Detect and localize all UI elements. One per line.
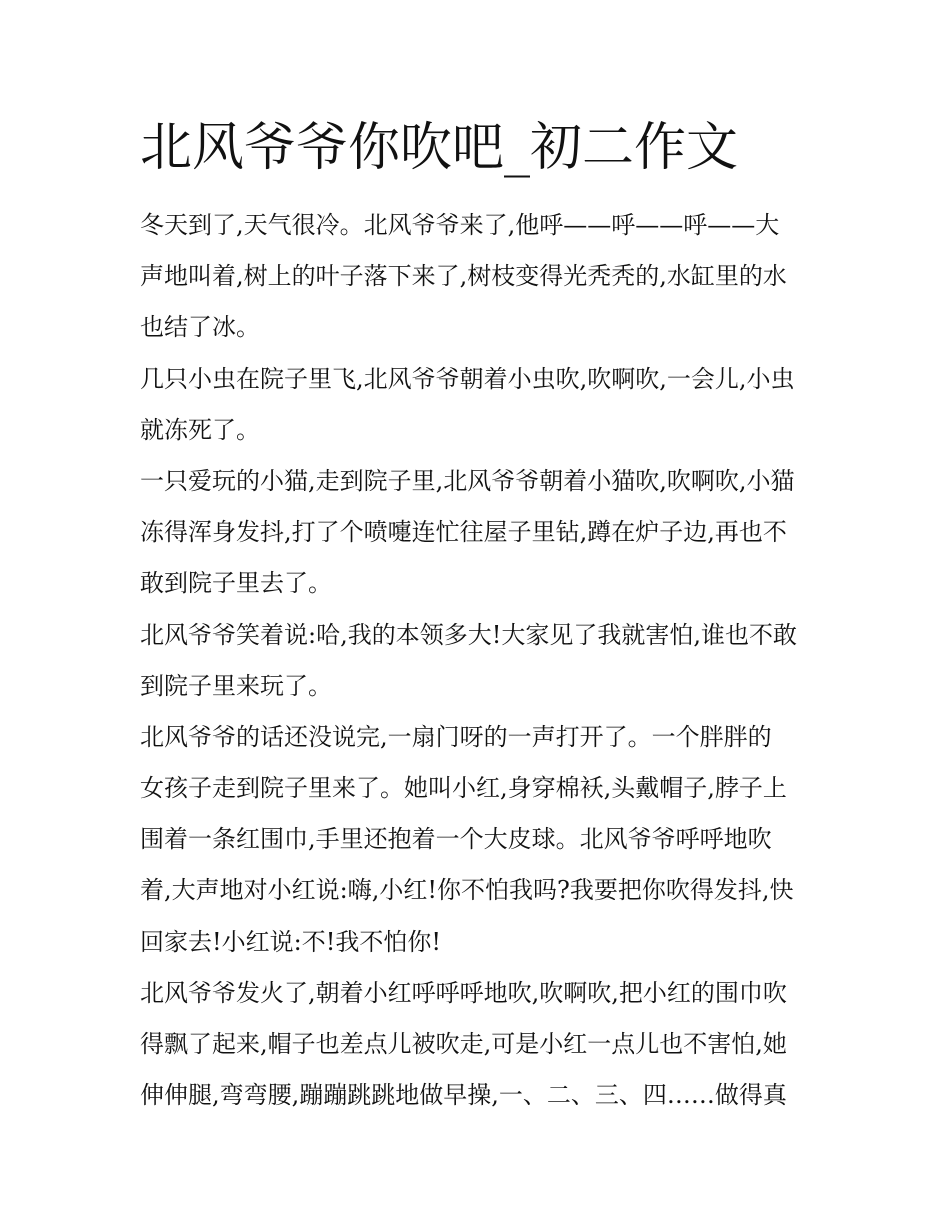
paragraph-1 — [140, 200, 810, 354]
paragraph-5 — [140, 712, 810, 968]
paragraph-line: 敢到院子里去了。 — [140, 569, 332, 598]
paragraph-3 — [140, 456, 810, 610]
paragraph-line: 几只小虫在院子里飞,北风爷爷朝着小虫吹,吹啊吹,一会儿,小虫 — [140, 364, 795, 393]
document-title: 北风爷爷你吹吧_初二作文 — [140, 118, 739, 178]
paragraph-4 — [140, 610, 810, 712]
paragraph-line: 到院子里来玩了。 — [140, 671, 332, 700]
paragraph-line: 冬天到了,天气很冷。北风爷爷来了,他呼——呼——呼——大 — [140, 211, 780, 239]
paragraph-line: 也结了冰。 — [140, 313, 260, 342]
paragraph-line: 女孩子走到院子里来了。她叫小红,身穿棉袄,头戴帽子,脖子上 — [140, 774, 787, 803]
paragraph-6 — [140, 968, 810, 1122]
paragraph-line: 声地叫着,树上的叶子落下来了,树枝变得光秃秃的,水缸里的水 — [140, 262, 787, 291]
paragraph-line: 得飘了起来,帽子也差点儿被吹走,可是小红一点儿也不害怕,她 — [140, 1030, 787, 1058]
paragraph-2 — [140, 354, 810, 456]
paragraph-line: 北风爷爷发火了,朝着小红呼呼呼地吹,吹啊吹,把小红的围巾吹 — [140, 978, 787, 1007]
paragraph-line: 回家去!小红说:不!我不怕你! — [140, 927, 442, 956]
paragraph-line: 一只爱玩的小猫,走到院子里,北风爷爷朝着小猫吹,吹啊吹,小猫 — [140, 466, 795, 495]
paragraph-line: 就冻死了。 — [140, 415, 260, 444]
document-body — [140, 200, 810, 1121]
paragraph-line: 围着一条红围巾,手里还抱着一个大皮球。北风爷爷呼呼地吹 — [140, 825, 772, 854]
paragraph-line: 北风爷爷的话还没说完,一扇门呀的一声打开了。一个胖胖的 — [140, 722, 772, 751]
paragraph-line: 伸伸腿,弯弯腰,蹦蹦跳跳地做早操,一、二、三、四……做得真 — [140, 1081, 787, 1110]
paragraph-line: 着,大声地对小红说:嗨,小红!你不怕我吗?我要把你吹得发抖,快 — [140, 876, 794, 905]
paragraph-line: 冻得浑身发抖,打了个喷嚏连忙往屋子里钻,蹲在炉子边,再也不 — [140, 518, 787, 547]
paragraph-line: 北风爷爷笑着说:哈,我的本领多大!大家见了我就害怕,谁也不敢 — [140, 620, 797, 649]
